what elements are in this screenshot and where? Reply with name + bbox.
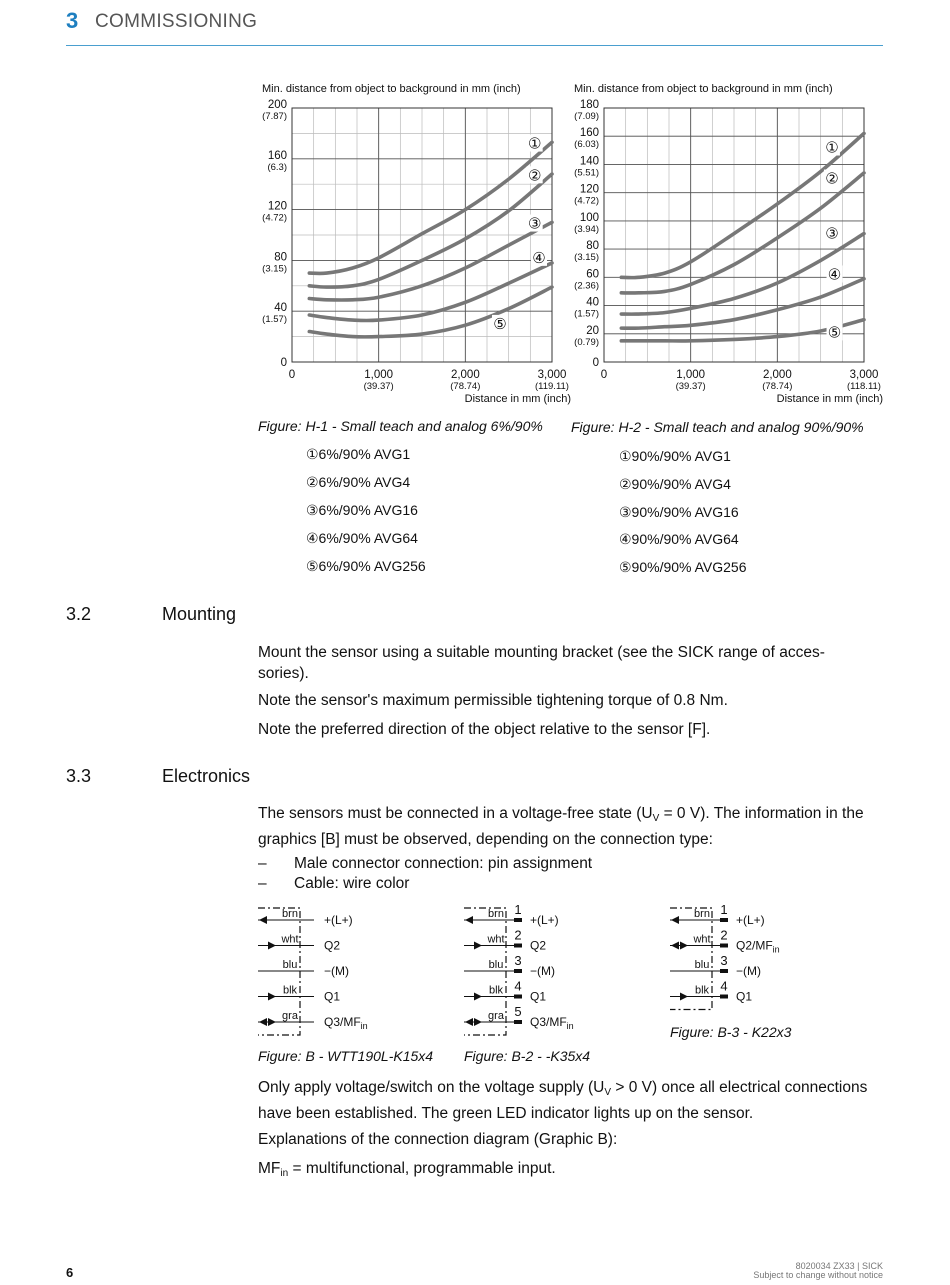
signal-label: Q2 bbox=[530, 938, 547, 953]
signal-label: +(L+) bbox=[324, 913, 353, 927]
x-tick-label: 3,000 bbox=[537, 369, 567, 381]
signal-label: −(M) bbox=[736, 964, 761, 978]
x-tick-sublabel: (78.74) bbox=[450, 381, 481, 392]
signal-label: $Q3/MF_{in}$ bbox=[530, 1015, 574, 1031]
arrow-in bbox=[671, 942, 679, 950]
pin-contact bbox=[514, 995, 522, 999]
wire-color: blk bbox=[694, 984, 710, 997]
paragraph: Note the preferred direction of the object relative to the sensor [F]. bbox=[258, 721, 711, 738]
pin-number: 4 bbox=[720, 978, 728, 994]
wire-color: brn bbox=[282, 908, 298, 920]
y-tick-label: 40 bbox=[274, 302, 287, 315]
arrow-in bbox=[259, 1018, 267, 1026]
paragraph: $MF_{in}$ = multifunctional, programmable input. bbox=[258, 1160, 556, 1179]
y-tick-sublabel: (4.72) bbox=[574, 195, 599, 207]
signal-label: −(M) bbox=[530, 964, 555, 978]
y-tick-label: 120 bbox=[267, 200, 287, 213]
signal-label: Q1 bbox=[736, 989, 753, 1004]
x-tick-sublabel: (39.37) bbox=[675, 381, 706, 392]
y-tick-label: 200 bbox=[267, 99, 287, 111]
series-marker: ① bbox=[527, 135, 542, 153]
paragraph: Explanations of the connection diagram (Graphic B): bbox=[258, 1131, 618, 1148]
signal-label: +(L+) bbox=[530, 913, 559, 927]
y-tick-sublabel: (1.57) bbox=[574, 308, 599, 320]
arrow-in bbox=[671, 916, 679, 924]
pin-contact bbox=[514, 969, 522, 973]
x-tick-label: 2,000 bbox=[762, 369, 792, 381]
y-tick-label: 80 bbox=[586, 240, 599, 253]
pin-contact bbox=[720, 918, 728, 922]
pin-number: 3 bbox=[720, 953, 728, 968]
x-tick-sublabel: (119.11) bbox=[535, 381, 569, 392]
section-number: 3 bbox=[66, 8, 79, 33]
y-tick-label: 0 bbox=[592, 357, 599, 369]
section-title: COMMISSIONING bbox=[95, 11, 258, 32]
y-tick-sublabel: (3.15) bbox=[574, 252, 599, 264]
pin-number: 1 bbox=[514, 902, 522, 917]
paragraph: The sensors must be connected in a voltage-free state ($U_V = 0$ V). The information in the graphics [B] must be observed, depending on the connection type: bbox=[258, 805, 864, 848]
figure-h2-caption: Figure: H-2 - Small teach and analog 90%/90% bbox=[571, 419, 864, 435]
pin-contact bbox=[720, 995, 728, 999]
chart-title: Min. distance from object to background in mm (inch) bbox=[262, 83, 521, 95]
section-3-3-number: 3.3 bbox=[66, 766, 92, 786]
y-tick-sublabel: (1.57) bbox=[262, 314, 287, 326]
wire-color: gra bbox=[282, 1010, 298, 1022]
x-tick-label: 0 bbox=[288, 369, 296, 381]
series-marker: ③ bbox=[825, 225, 839, 243]
y-tick-sublabel: (7.87) bbox=[262, 111, 287, 122]
series-marker: ① bbox=[825, 139, 839, 157]
y-tick-label: 80 bbox=[274, 251, 287, 264]
arrow-out bbox=[680, 942, 688, 950]
y-tick-label: 180 bbox=[579, 99, 599, 111]
wire-color: blu bbox=[488, 959, 504, 971]
x-tick-sublabel: (39.37) bbox=[363, 381, 394, 392]
arrow-out bbox=[268, 993, 276, 1001]
x-tick-label: 2,000 bbox=[450, 369, 480, 381]
y-tick-sublabel: (5.51) bbox=[574, 167, 599, 179]
arrow-in bbox=[465, 1018, 473, 1026]
legend-item: ⑤6%/90% AVG256 bbox=[306, 558, 426, 574]
signal-label: Q1 bbox=[530, 989, 547, 1004]
x-axis-label: Distance in mm (inch) bbox=[776, 393, 883, 405]
legend-item: ①6%/90% AVG1 bbox=[306, 446, 411, 462]
bullet-item: – Male connector connection: pin assignment bbox=[258, 855, 593, 872]
x-axis-label: Distance in mm (inch) bbox=[464, 393, 571, 405]
wire-color: wht bbox=[487, 933, 505, 946]
x-tick-label: 1,000 bbox=[364, 369, 394, 381]
pin-number: 4 bbox=[514, 978, 522, 994]
legend-item: ②6%/90% AVG4 bbox=[306, 474, 411, 490]
legend-item: ④6%/90% AVG64 bbox=[306, 530, 418, 546]
x-tick-label: 1,000 bbox=[676, 369, 706, 381]
y-tick-sublabel: (0.79) bbox=[574, 336, 599, 348]
series-marker: ④ bbox=[532, 249, 546, 267]
figure-b2-caption: Figure: B-2 - -K35x4 bbox=[464, 1048, 591, 1064]
signal-label: +(L+) bbox=[736, 913, 765, 927]
y-tick-label: 160 bbox=[267, 149, 287, 162]
legend-item: ⑤90%/90% AVG256 bbox=[619, 559, 747, 575]
legend-item: ①90%/90% AVG1 bbox=[619, 448, 731, 464]
page-number: 6 bbox=[66, 1265, 74, 1280]
wire-color: blk bbox=[282, 984, 298, 997]
series-marker: ④ bbox=[827, 266, 842, 284]
y-tick-sublabel: (4.72) bbox=[262, 212, 287, 224]
wiring-diagram-b bbox=[256, 902, 416, 1042]
y-tick-label: 40 bbox=[586, 296, 599, 309]
chart-h2 bbox=[567, 78, 887, 410]
wire-color: brn bbox=[488, 908, 504, 920]
signal-label: Q2 bbox=[324, 938, 341, 953]
pin-contact bbox=[514, 1020, 522, 1024]
section-3-3-title: Electronics bbox=[162, 766, 251, 786]
y-tick-label: 60 bbox=[586, 268, 599, 281]
wiring-diagram-b2 bbox=[462, 902, 622, 1042]
series-line bbox=[309, 142, 552, 273]
pin-contact bbox=[514, 944, 522, 948]
wire-color: brn bbox=[694, 908, 710, 920]
legend-item: ③90%/90% AVG16 bbox=[619, 504, 739, 520]
y-tick-label: 160 bbox=[579, 127, 599, 140]
arrow-in bbox=[259, 916, 267, 924]
wiring-diagram-b3 bbox=[668, 902, 828, 1042]
section-3-2-number: 3.2 bbox=[66, 604, 92, 624]
page-header bbox=[66, 8, 883, 46]
bullet-item: – Cable: wire color bbox=[258, 875, 410, 892]
pin-contact bbox=[720, 969, 728, 973]
pin-number: 2 bbox=[514, 927, 522, 943]
paragraph: Note the sensor's maximum permissible tightening torque of 0.8 Nm. bbox=[258, 692, 728, 709]
y-tick-label: 140 bbox=[579, 155, 599, 168]
figure-b-caption: Figure: B - WTT190L-K15x4 bbox=[258, 1048, 434, 1064]
paragraph: Only apply voltage/switch on the voltage supply ($U_V > 0$ V) once all electrical connections have been established. The green LED indicator lights up on the sensor. bbox=[258, 1079, 868, 1122]
wire-color: wht bbox=[693, 933, 711, 946]
chart-h1 bbox=[255, 78, 575, 410]
y-tick-sublabel: (2.36) bbox=[574, 280, 599, 292]
wire-color: blu bbox=[694, 959, 710, 971]
x-tick-label: 3,000 bbox=[849, 369, 879, 381]
y-tick-sublabel: (7.09) bbox=[574, 111, 599, 122]
signal-label: $Q2/MF_{in}$ bbox=[736, 938, 780, 955]
section-3-2-title: Mounting bbox=[162, 604, 237, 624]
arrow-out bbox=[474, 1018, 482, 1026]
series-line bbox=[621, 279, 864, 328]
x-tick-sublabel: (118.11) bbox=[847, 381, 881, 392]
wire-color: wht bbox=[281, 933, 299, 946]
pin-contact bbox=[720, 944, 728, 948]
signal-label: $Q3/MF_{in}$ bbox=[324, 1015, 368, 1031]
legend-item: ④90%/90% AVG64 bbox=[619, 531, 739, 547]
footer-info bbox=[753, 1262, 883, 1280]
y-tick-sublabel: (6.3) bbox=[267, 161, 287, 173]
arrow-out bbox=[268, 942, 276, 950]
series-marker: ⑤ bbox=[827, 324, 842, 342]
x-tick-sublabel: (78.74) bbox=[762, 381, 793, 392]
pin-number: 5 bbox=[514, 1004, 522, 1019]
legend-item: ③6%/90% AVG16 bbox=[306, 502, 418, 518]
legend-item: ②90%/90% AVG4 bbox=[619, 476, 731, 492]
y-tick-sublabel: (6.03) bbox=[574, 139, 599, 151]
chart-title: Min. distance from object to background in mm (inch) bbox=[574, 83, 833, 95]
series-marker: ② bbox=[825, 170, 839, 188]
series-marker: ③ bbox=[527, 215, 542, 233]
change-notice: Subject to change without notice bbox=[753, 1270, 883, 1280]
pin-number: 1 bbox=[720, 902, 728, 917]
series-marker: ② bbox=[527, 167, 542, 185]
arrow-out bbox=[474, 993, 482, 1001]
y-tick-sublabel: (3.94) bbox=[574, 223, 599, 235]
pin-number: 2 bbox=[720, 927, 728, 943]
doc-id: 8020034 ZX33 | SICK bbox=[795, 1261, 883, 1271]
pin-contact bbox=[514, 918, 522, 922]
y-tick-label: 120 bbox=[579, 183, 599, 196]
figure-b3-caption: Figure: B-3 - K22x3 bbox=[670, 1024, 792, 1040]
y-tick-label: 100 bbox=[579, 211, 599, 224]
arrow-in bbox=[465, 916, 473, 924]
series-line bbox=[309, 222, 552, 300]
figure-h1-caption: Figure: H-1 - Small teach and analog 6%/90% bbox=[258, 418, 543, 434]
pin-number: 3 bbox=[514, 953, 522, 968]
y-tick-sublabel: (3.15) bbox=[262, 263, 287, 275]
signal-label: Q1 bbox=[324, 989, 341, 1004]
arrow-out bbox=[474, 942, 482, 950]
wire-color: blk bbox=[488, 984, 504, 997]
wire-color: gra bbox=[488, 1010, 504, 1022]
wire-color: blu bbox=[282, 959, 298, 971]
arrow-out bbox=[680, 993, 688, 1001]
arrow-out bbox=[268, 1018, 276, 1026]
signal-label: −(M) bbox=[324, 964, 349, 978]
y-tick-label: 0 bbox=[280, 357, 287, 369]
y-tick-label: 20 bbox=[586, 324, 599, 337]
paragraph: Mount the sensor using a suitable mounting bracket (see the SICK range of accessories). bbox=[258, 644, 825, 682]
series-marker: ⑤ bbox=[493, 315, 507, 333]
x-tick-label: 0 bbox=[600, 369, 608, 381]
